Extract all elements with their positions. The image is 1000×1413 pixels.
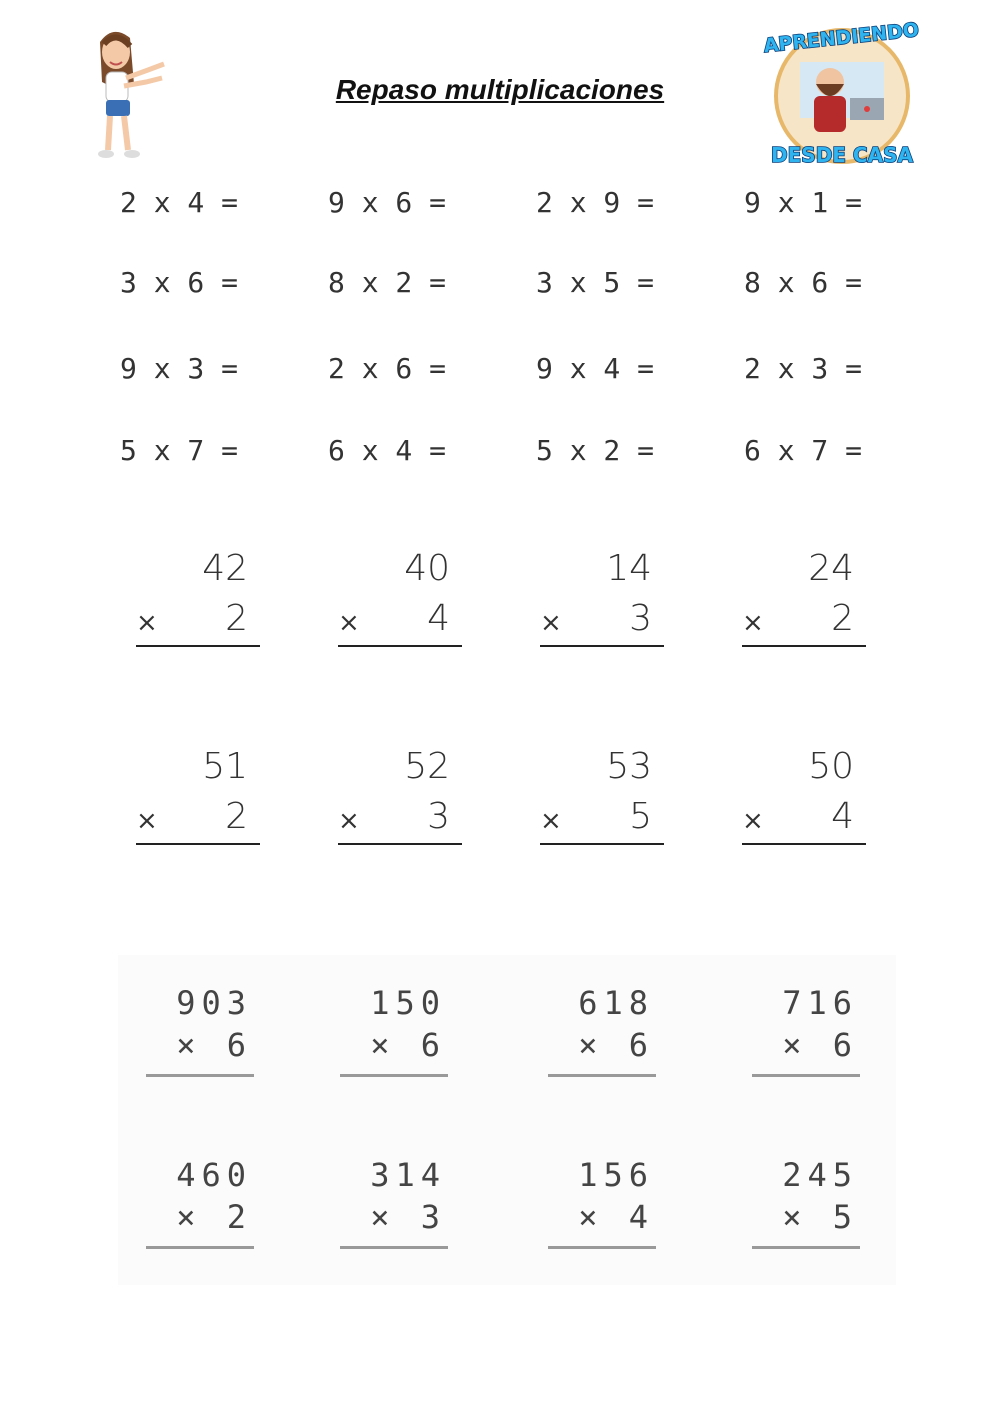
multiplicand: 314: [370, 1156, 446, 1194]
logo-text-bottom: DESDE CASA: [771, 143, 913, 167]
multiplicand: 903: [176, 984, 252, 1022]
multiplicand: 245: [782, 1156, 858, 1194]
times-sign: ×: [540, 608, 562, 638]
answer-line: [338, 843, 462, 845]
answer-line: [540, 645, 664, 647]
vertical-problem: [338, 746, 464, 856]
answer-line: [146, 1246, 254, 1249]
answer-line: [742, 645, 866, 647]
multiplicand: 40: [404, 548, 450, 589]
vertical-problem: [338, 548, 464, 658]
multiplicand: 51: [202, 746, 248, 787]
three-digit-problem: [752, 984, 864, 1084]
answer-line: [340, 1246, 448, 1249]
answer-line: [136, 645, 260, 647]
answer-line: [742, 843, 866, 845]
multiplier: 3: [427, 796, 450, 837]
multiplier: × 6: [370, 1026, 446, 1064]
multiplicand: 156: [578, 1156, 654, 1194]
vertical-problem: [540, 746, 666, 856]
multiplicand: 53: [606, 746, 652, 787]
answer-line: [136, 843, 260, 845]
aprendiendo-desde-casa-logo: [752, 12, 932, 172]
multiplier: 2: [831, 598, 854, 639]
multiplier: × 6: [782, 1026, 858, 1064]
logo-text-top: APRENDIENDO: [762, 18, 920, 58]
multiplier: 4: [427, 598, 450, 639]
simple-problem: 9 x 3 =: [120, 352, 239, 385]
answer-line: [338, 645, 462, 647]
multiplier: 3: [629, 598, 652, 639]
answer-line: [146, 1074, 254, 1077]
answer-line: [548, 1074, 656, 1077]
simple-problem: 9 x 4 =: [536, 352, 655, 385]
times-sign: ×: [742, 608, 764, 638]
answer-line: [752, 1246, 860, 1249]
three-digit-problem: [340, 1156, 452, 1256]
multiplicand: 50: [808, 746, 854, 787]
vertical-problem: [742, 746, 868, 856]
answer-line: [548, 1246, 656, 1249]
multiplier: × 2: [176, 1198, 252, 1236]
multiplicand: 150: [370, 984, 446, 1022]
simple-problem: 2 x 6 =: [328, 352, 447, 385]
three-digit-problem: [548, 984, 660, 1084]
multiplier: 5: [629, 796, 652, 837]
simple-problem: 6 x 7 =: [744, 434, 863, 467]
multiplicand: 618: [578, 984, 654, 1022]
multiplicand: 716: [782, 984, 858, 1022]
multiplier: × 4: [578, 1198, 654, 1236]
answer-line: [752, 1074, 860, 1077]
multiplicand: 14: [606, 548, 652, 589]
answer-line: [340, 1074, 448, 1077]
simple-problem: 2 x 9 =: [536, 186, 655, 219]
times-sign: ×: [136, 806, 158, 836]
times-sign: ×: [338, 806, 360, 836]
simple-problem: 5 x 7 =: [120, 434, 239, 467]
times-sign: ×: [338, 608, 360, 638]
multiplicand: 24: [808, 548, 854, 589]
multiplicand: 460: [176, 1156, 252, 1194]
multiplier: × 6: [176, 1026, 252, 1064]
simple-problem: 3 x 6 =: [120, 266, 239, 299]
three-digit-problem: [752, 1156, 864, 1256]
vertical-problem: [540, 548, 666, 658]
simple-problem: 2 x 4 =: [120, 186, 239, 219]
times-sign: ×: [540, 806, 562, 836]
times-sign: ×: [136, 608, 158, 638]
multiplier: 2: [225, 598, 248, 639]
multiplicand: 42: [202, 548, 248, 589]
simple-problem: 5 x 2 =: [536, 434, 655, 467]
multiplier: 4: [831, 796, 854, 837]
vertical-problem: [136, 746, 262, 856]
simple-problem: 8 x 6 =: [744, 266, 863, 299]
simple-problem: 9 x 1 =: [744, 186, 863, 219]
simple-problem: 2 x 3 =: [744, 352, 863, 385]
times-sign: ×: [742, 806, 764, 836]
three-digit-problem: [340, 984, 452, 1084]
girl-avatar-illustration: [78, 24, 178, 164]
multiplier: × 5: [782, 1198, 858, 1236]
multiplier: × 6: [578, 1026, 654, 1064]
answer-line: [540, 843, 664, 845]
simple-problem: 9 x 6 =: [328, 186, 447, 219]
simple-problem: 8 x 2 =: [328, 266, 447, 299]
simple-problem: 3 x 5 =: [536, 266, 655, 299]
vertical-problem: [136, 548, 262, 658]
multiplicand: 52: [404, 746, 450, 787]
three-digit-problem: [146, 1156, 258, 1256]
multiplier: × 3: [370, 1198, 446, 1236]
page-title: Repaso multiplicaciones: [335, 74, 665, 105]
multiplier: 2: [225, 796, 248, 837]
vertical-problem: [742, 548, 868, 658]
simple-problem: 6 x 4 =: [328, 434, 447, 467]
three-digit-problem: [146, 984, 258, 1084]
three-digit-problem: [548, 1156, 660, 1256]
